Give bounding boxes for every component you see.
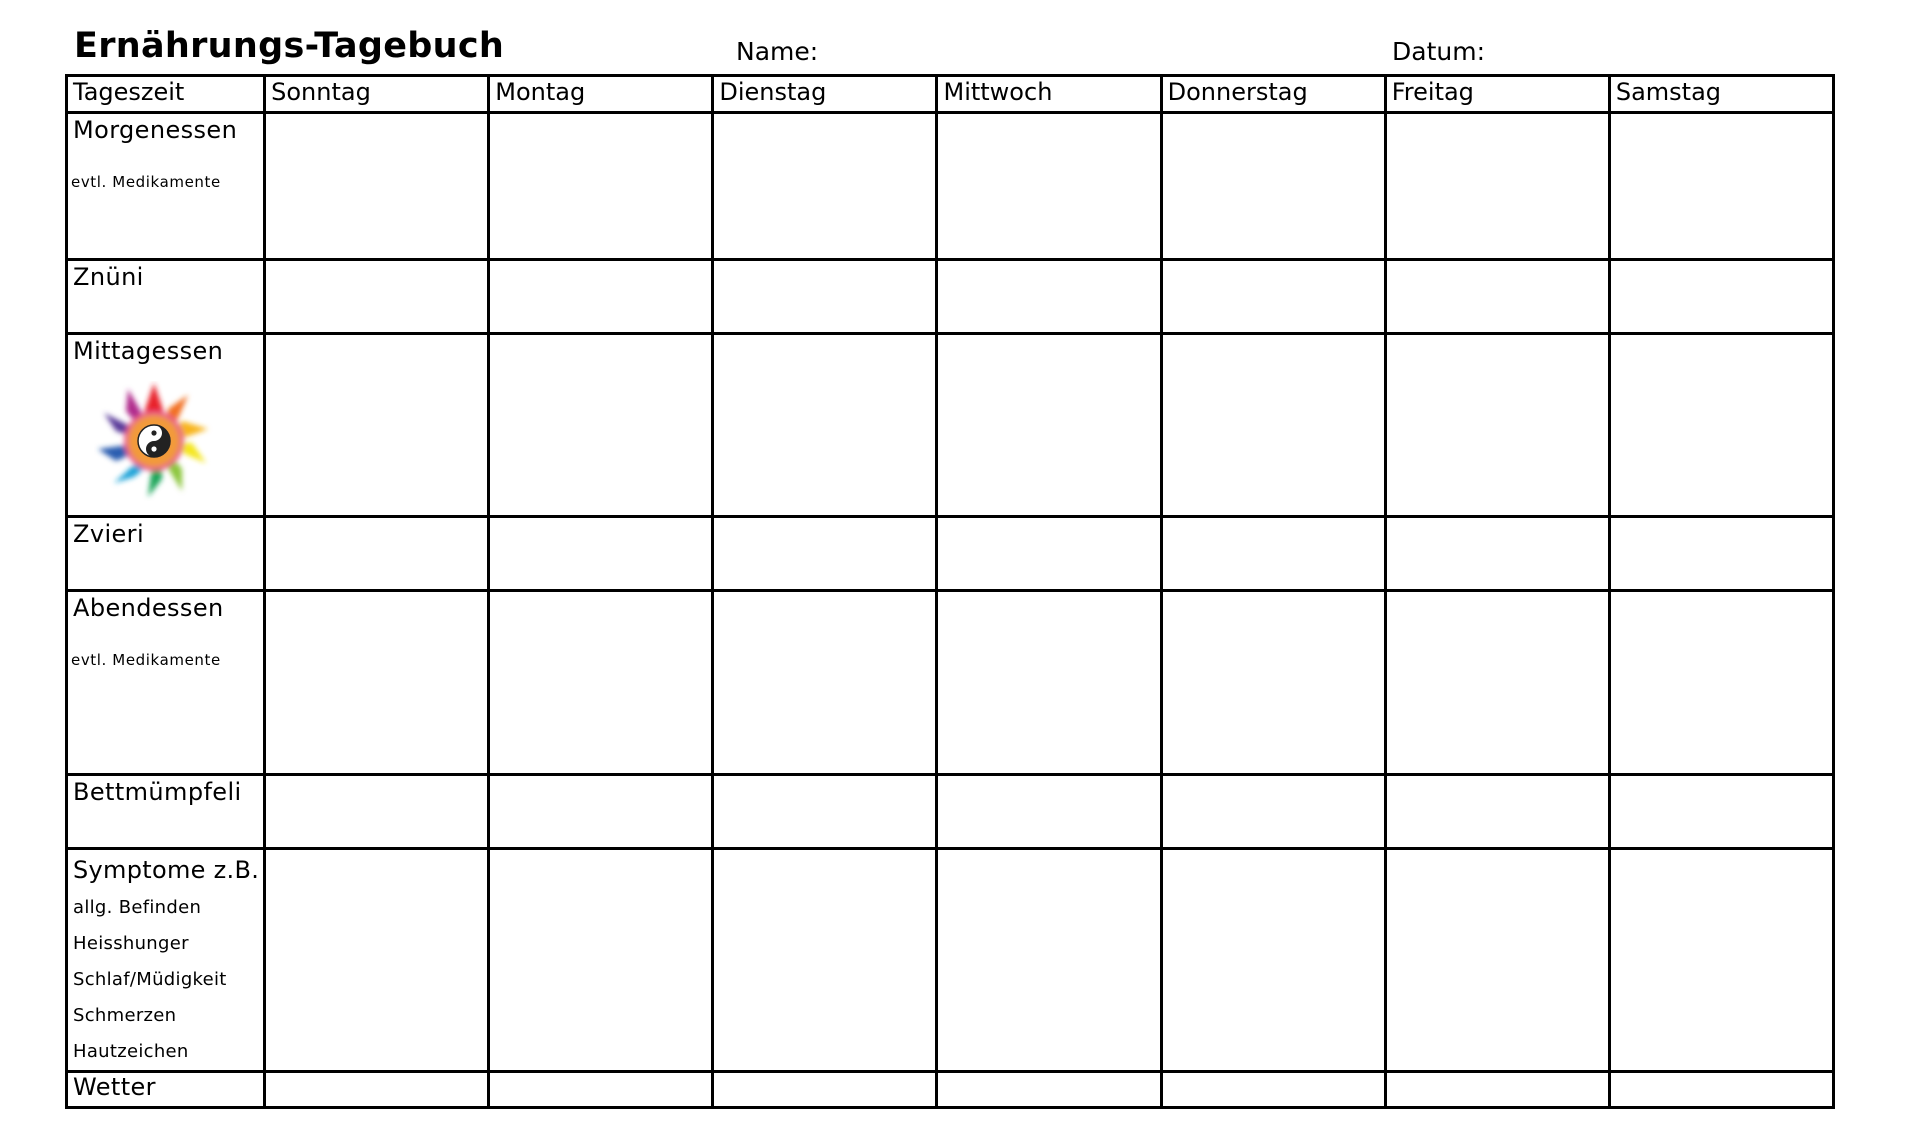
symptom-example: allg. Befinden	[73, 897, 202, 918]
entry-cell[interactable]	[713, 260, 937, 334]
entry-cell[interactable]	[937, 591, 1161, 775]
entry-cell[interactable]	[1609, 260, 1833, 334]
row-label: Bettmümpfeli	[73, 778, 242, 806]
row-label-cell	[67, 591, 265, 775]
entry-cell[interactable]	[1609, 591, 1833, 775]
row-label-cell	[67, 517, 265, 591]
entry-cell[interactable]	[937, 849, 1161, 1072]
entry-cell[interactable]	[937, 1072, 1161, 1108]
entry-cell[interactable]	[489, 113, 713, 260]
entry-cell[interactable]	[265, 1072, 489, 1108]
row-label: Mittagessen	[73, 337, 224, 365]
symptom-example: Schmerzen	[73, 1005, 177, 1026]
row-label: Znüni	[73, 263, 144, 291]
symptom-example: Heisshunger	[73, 933, 189, 954]
entry-cell[interactable]	[1609, 849, 1833, 1072]
entry-cell[interactable]	[265, 334, 489, 517]
entry-cell[interactable]	[937, 260, 1161, 334]
entry-cell[interactable]	[1609, 1072, 1833, 1108]
entry-cell[interactable]	[1609, 113, 1833, 260]
name-label: Name:	[736, 37, 819, 66]
entry-cell[interactable]	[1385, 113, 1609, 260]
entry-cell[interactable]	[1161, 849, 1385, 1072]
entry-cell[interactable]	[1161, 1072, 1385, 1108]
entry-cell[interactable]	[489, 334, 713, 517]
entry-cell[interactable]	[713, 334, 937, 517]
entry-cell[interactable]	[489, 517, 713, 591]
entry-cell[interactable]	[713, 113, 937, 260]
entry-cell[interactable]	[1385, 775, 1609, 849]
row-label-cell	[67, 849, 265, 1072]
entry-cell[interactable]	[265, 260, 489, 334]
entry-cell[interactable]	[1385, 334, 1609, 517]
entry-cell[interactable]	[937, 113, 1161, 260]
entry-cell[interactable]	[265, 591, 489, 775]
symptom-example: Hautzeichen	[73, 1041, 189, 1062]
entry-cell[interactable]	[713, 591, 937, 775]
entry-cell[interactable]	[489, 775, 713, 849]
column-header-label: Tageszeit	[73, 78, 185, 106]
table-row-abendessen	[67, 591, 1834, 775]
column-header-montag	[489, 76, 713, 113]
row-note: evtl. Medikamente	[71, 651, 221, 669]
row-label-cell	[67, 113, 265, 260]
entry-cell[interactable]	[1385, 849, 1609, 1072]
column-header-label: Freitag	[1391, 78, 1474, 106]
entry-cell[interactable]	[1609, 775, 1833, 849]
entry-cell[interactable]	[489, 260, 713, 334]
column-header-label: Sonntag	[271, 78, 371, 106]
symptom-list	[68, 850, 263, 1070]
entry-cell[interactable]	[1385, 517, 1609, 591]
symptom-example: Schlaf/Müdigkeit	[73, 969, 227, 990]
table-row-znueni	[67, 260, 1834, 334]
entry-cell[interactable]	[713, 1072, 937, 1108]
yin-yang-star-icon	[94, 381, 214, 501]
entry-cell[interactable]	[713, 517, 937, 591]
table-row-symptome	[67, 849, 1834, 1072]
entry-cell[interactable]	[489, 1072, 713, 1108]
entry-cell[interactable]	[1161, 334, 1385, 517]
row-label-cell	[67, 334, 265, 517]
entry-cell[interactable]	[1385, 260, 1609, 334]
entry-cell[interactable]	[265, 113, 489, 260]
entry-cell[interactable]	[265, 849, 489, 1072]
table-row-wetter	[67, 1072, 1834, 1108]
page-header	[0, 0, 1907, 76]
column-header-sonntag	[265, 76, 489, 113]
column-header-donnerstag	[1161, 76, 1385, 113]
table-row-bettmuempfeli	[67, 775, 1834, 849]
entry-cell[interactable]	[489, 591, 713, 775]
column-header-label: Samstag	[1615, 78, 1722, 106]
column-header-label: Donnerstag	[1167, 78, 1308, 106]
table-row-mittagessen	[67, 334, 1834, 517]
entry-cell[interactable]	[1385, 591, 1609, 775]
row-note: evtl. Medikamente	[71, 173, 221, 191]
entry-cell[interactable]	[265, 517, 489, 591]
row-label: Morgenessen	[73, 116, 238, 144]
row-label: Symptome z.B.	[73, 856, 260, 884]
column-header-mittwoch	[937, 76, 1161, 113]
table-header-row	[67, 76, 1834, 113]
entry-cell[interactable]	[1609, 334, 1833, 517]
entry-cell[interactable]	[713, 849, 937, 1072]
row-label: Wetter	[73, 1073, 156, 1101]
row-label-cell	[67, 775, 265, 849]
column-header-label: Montag	[495, 78, 586, 106]
column-header-freitag	[1385, 76, 1609, 113]
entry-cell[interactable]	[937, 517, 1161, 591]
entry-cell[interactable]	[1161, 517, 1385, 591]
page-title: Ernährungs-Tagebuch	[74, 26, 505, 66]
column-header-tageszeit	[67, 76, 265, 113]
entry-cell[interactable]	[713, 775, 937, 849]
row-label-cell	[67, 260, 265, 334]
column-header-samstag	[1609, 76, 1833, 113]
row-label: Zvieri	[73, 520, 145, 548]
entry-cell[interactable]	[1161, 260, 1385, 334]
column-header-dienstag	[713, 76, 937, 113]
column-header-label: Dienstag	[719, 78, 827, 106]
table-row-zvieri	[67, 517, 1834, 591]
entry-cell[interactable]	[937, 775, 1161, 849]
entry-cell[interactable]	[1609, 517, 1833, 591]
date-label: Datum:	[1392, 37, 1485, 66]
entry-cell[interactable]	[937, 334, 1161, 517]
entry-cell[interactable]	[1161, 591, 1385, 775]
food-diary-table	[65, 74, 1835, 1109]
entry-cell[interactable]	[1385, 1072, 1609, 1108]
entry-cell[interactable]	[1161, 113, 1385, 260]
entry-cell[interactable]	[1161, 775, 1385, 849]
row-label: Abendessen	[73, 594, 224, 622]
row-label-cell	[67, 1072, 265, 1108]
table-row-morgenessen	[67, 113, 1834, 260]
entry-cell[interactable]	[489, 849, 713, 1072]
entry-cell[interactable]	[265, 775, 489, 849]
column-header-label: Mittwoch	[943, 78, 1053, 106]
